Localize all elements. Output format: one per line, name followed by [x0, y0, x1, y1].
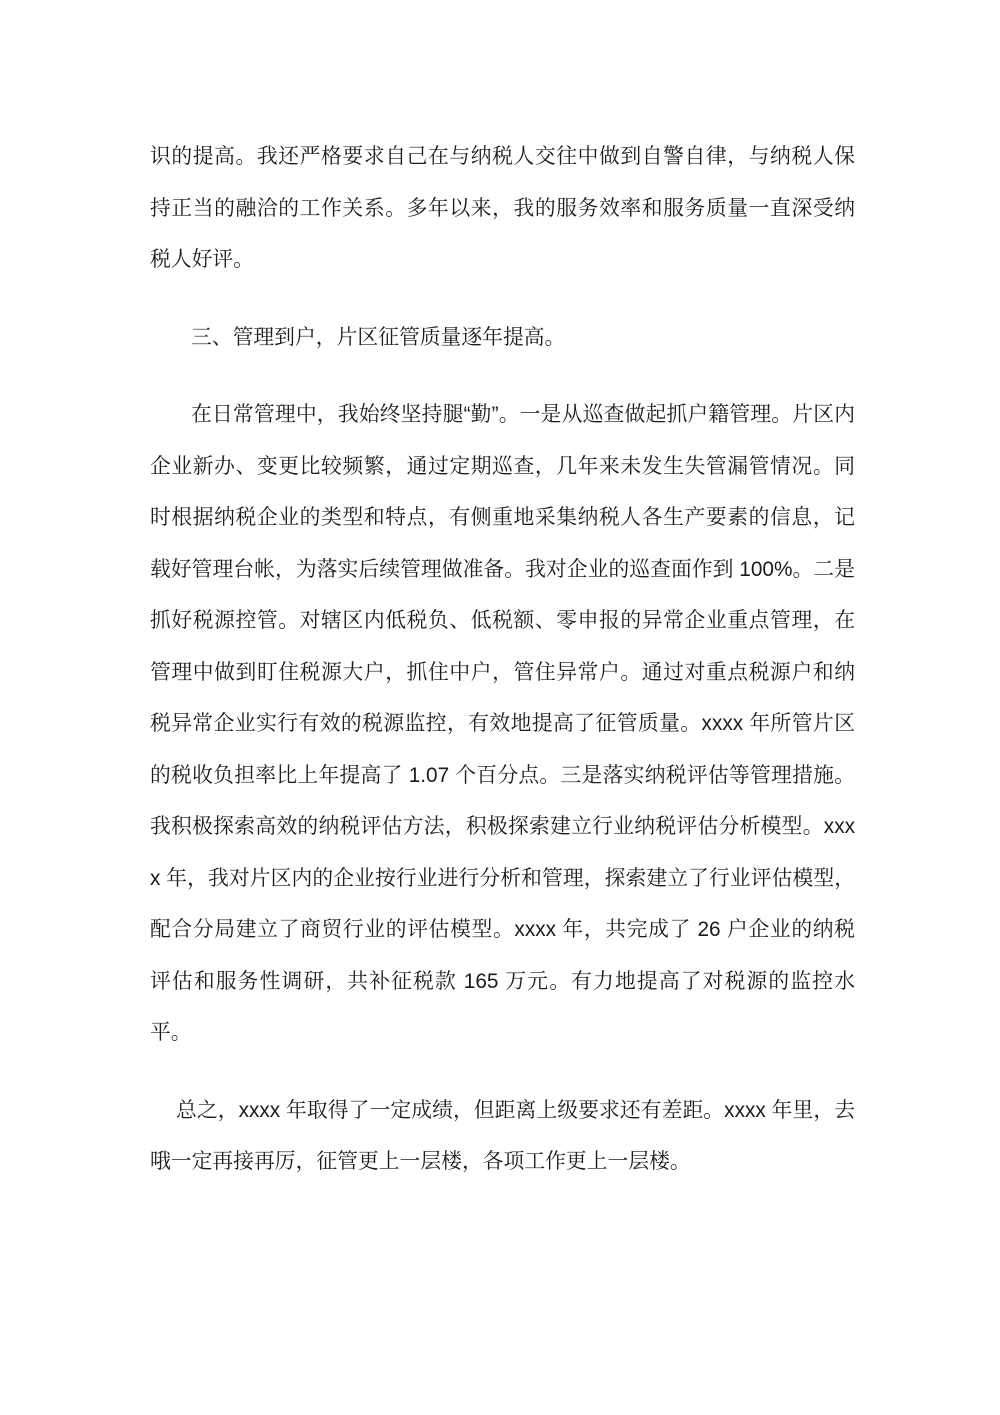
paragraph-conclusion: 总之，xxxx 年取得了一定成绩，但距离上级要求还有差距。xxxx 年里，去哦一定再接再厉，征管更上一层楼，各项工作更上一层楼。 [150, 1098, 855, 1173]
section-heading: 三、管理到户，片区征管质量逐年提高。 [191, 325, 566, 349]
paragraph-daily-management: 在日常管理中，我始终坚持腿“勤”。一是从巡查做起抓户籍管理。片区内企业新办、变更比较频繁，通过定期巡查，几年来未发生失管漏管情况。同时根据纳税企业的类型和特点，有侧重地采集纳税人各生产要素的信息，记载好管理台帐，为落实后续管理做准备。我对企业的巡查面作到 100%。二是抓好税源控管。对辖区内低税负、低税额、零申报的异常企业重点管理，在管理中做到盯住税源大户，抓住中户，管住异常户。通过对重点税源户和纳税异常企业实行有效的税源监控，有效地提高了征管质量。xxxx 年所管片区的税收负担率比上年提高了 1.07 个百分点。三是落实纳税评估等管理措施。我积极探索高效的纳税评估方法，积极探索建立行业纳税评估分析模型。xxxx 年，我对片区内的企业按行业进行分析和管理，探索建立了行业评估模型，配合分局建立了商贸行业的评估模型。xxxx 年，共完成了 26 户企业的纳税评估和服务性调研，共补征税款 165 万元。有力地提高了对税源的监控水平。 [150, 403, 855, 1044]
paragraph-continuation: 识的提高。我还严格要求自己在与纳税人交往中做到自警自律，与纳税人保持正当的融洽的工作关系。多年以来，我的服务效率和服务质量一直深受纳税人好评。 [150, 145, 855, 271]
